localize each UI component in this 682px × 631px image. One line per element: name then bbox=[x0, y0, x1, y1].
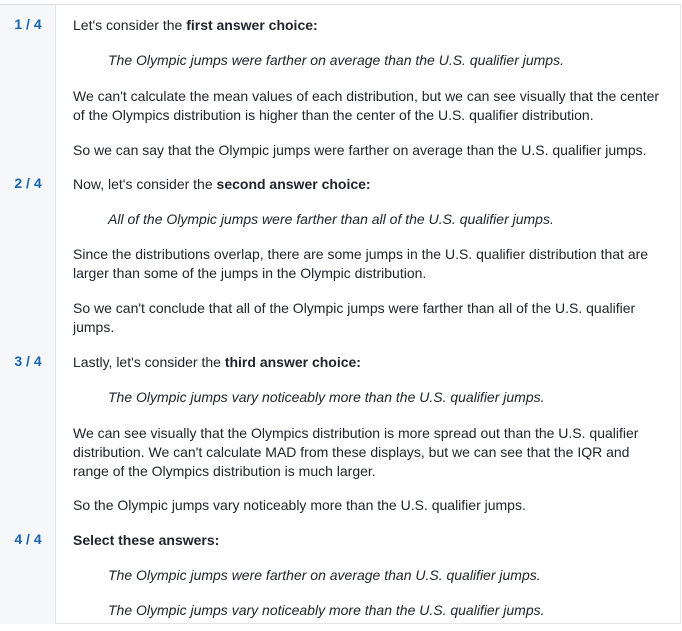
step-4-heading bbox=[73, 531, 673, 550]
answer-1: The Olympic jumps were farther on average than U.S. qualifier jumps. bbox=[108, 567, 541, 583]
step-2-intro-bold: second answer choice: bbox=[216, 176, 371, 192]
step-2-quote: All of the Olympic jumps were farther than all of the U.S. qualifier jumps. bbox=[108, 211, 554, 227]
step-number-1: 1 / 4 bbox=[14, 16, 42, 32]
step-2-intro-text: Now, let's consider the bbox=[73, 176, 217, 192]
answer-2: The Olympic jumps vary noticeably more than the U.S. qualifier jumps. bbox=[108, 602, 545, 618]
step-4-heading-bold: Select these answers: bbox=[73, 532, 220, 548]
step-3-explanation: We can see visually that the Olympics distribution is more spread out than the U.S. qualifier distribution. We can't calculate MAD from these displays, but we can see that the IQR and range of the Olympics distribution is much larger. bbox=[73, 425, 639, 479]
step-1-intro bbox=[73, 16, 673, 35]
step-1-quote: The Olympic jumps were farther on average than the U.S. qualifier jumps. bbox=[108, 52, 564, 68]
step-number-4: 4 / 4 bbox=[14, 531, 42, 547]
step-1-explanation: We can't calculate the mean values of each distribution, but we can see visually that the center of the Olympics distribution is higher than the center of the U.S. qualifier distribution. bbox=[73, 88, 660, 123]
step-3-intro-text: Lastly, let's consider the bbox=[73, 354, 225, 370]
step-number-2: 2 / 4 bbox=[14, 175, 42, 191]
step-1-intro-bold: first answer choice: bbox=[186, 17, 318, 33]
step-1-intro-text: Let's consider the bbox=[73, 17, 187, 33]
step-3-intro-bold: third answer choice: bbox=[224, 354, 361, 370]
step-1-conclusion: So we can say that the Olympic jumps were farther on average than the U.S. qualifier jumps. bbox=[73, 142, 647, 158]
step-2-intro bbox=[73, 175, 673, 194]
step-3-conclusion: So the Olympic jumps vary noticeably more than the U.S. qualifier jumps. bbox=[73, 497, 526, 513]
step-2-explanation: Since the distributions overlap, there are some jumps in the U.S. qualifier distribution that are larger than some of the jumps in the Olympic distribution. bbox=[73, 246, 649, 281]
step-3-intro bbox=[73, 353, 673, 372]
step-3-quote: The Olympic jumps vary noticeably more than the U.S. qualifier jumps. bbox=[108, 389, 545, 405]
step-2-conclusion: So we can't conclude that all of the Olympic jumps were farther than all of the U.S. qualifier jumps. bbox=[73, 300, 636, 335]
step-number-3: 3 / 4 bbox=[14, 353, 42, 369]
